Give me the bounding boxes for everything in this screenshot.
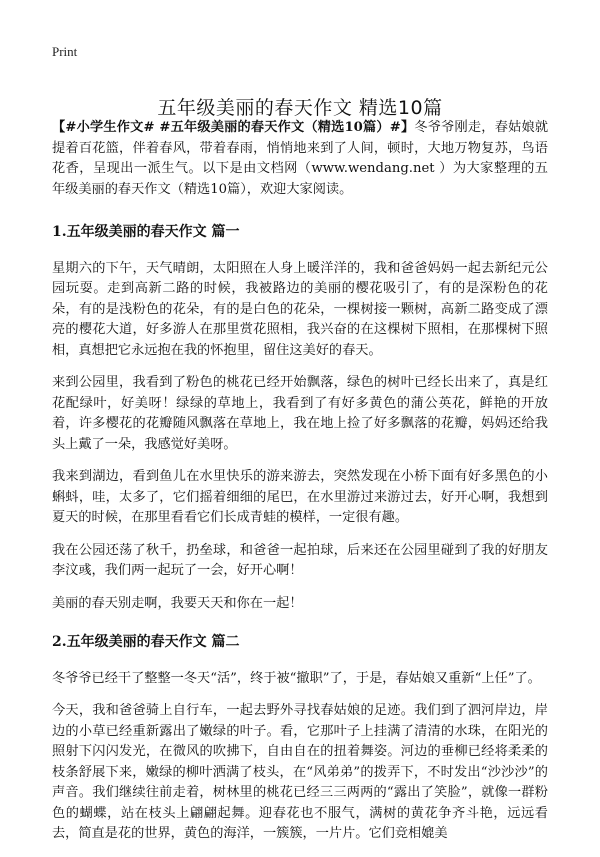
intro-text: 冬爷爷刚走，春姑娘就提着百花篮，伴着春风，带着春雨，悄悄地来到了人间，顿时，大地万物复苏，鸟语花香，呈现出一派生气。以下是由文档网（www.wendang.net ）为大家整理的五年级美丽的春天作文（精选10篇），欢迎大家阅读。 bbox=[52, 120, 549, 197]
section-heading-2: 2.五年级美丽的春天作文 篇二 bbox=[52, 634, 240, 650]
paragraph: 美丽的春天别走啊，我要天天和你在一起！ bbox=[52, 595, 303, 611]
intro-paragraph bbox=[52, 118, 548, 200]
print-link[interactable]: Print bbox=[52, 44, 78, 59]
paragraph: 我来到湖边，看到鱼儿在水里快乐的游来游去，突然发现在小桥下面有好多黑色的小蝌蚪，哇，太多了，它们摇着细细的尾巴，在水里游过来游过去，好开心啊，我想到夏天的时候，在那里看看它们长成青蛙的模样，一定很有趣。 bbox=[52, 469, 548, 525]
paragraph: 星期六的下午，天气晴朗，太阳照在人身上暖洋洋的，我和爸爸妈妈一起去新纪元公园玩耍。走到高新二路的时候，我被路边的美丽的樱花吸引了，有的是深粉色的花朵，有的是浅粉色的花朵，有的是白色的花朵，一棵树接一颗树，高新二路变成了漂亮的樱花大道，好多游人在那里赏花照相，我兴奋的在这棵树下照相，在那棵树下照相，真想把它永远抱在我的怀抱里，留住这美好的春天。 bbox=[52, 260, 548, 358]
paragraph: 今天，我和爸爸骑上自行车，一起去野外寻找春姑娘的足迹。我们到了泗河岸边，岸边的小草已经重新露出了嫩绿的叶子。看，它那叶子上挂满了清清的水珠，在阳光的照射下闪闪发光，在微风的吹拂下，自由自在的扭着舞姿。河边的垂柳已经将柔柔的枝条舒展下来，嫩绿的柳叶洒满了枝头，在“风弟弟”的拨弄下，不时发出“沙沙沙”的声音。我们继续往前走着，树林里的桃花已经三三两两的“露出了笑脸”，就像一群粉色的蝴蝶，站在枝头上翩翩起舞。迎春花也不服气，满树的黄花争齐斗艳，远远看去，简直是花的世界，黄色的海洋，一簇簇，一片片。它们竞相媲美 bbox=[52, 703, 548, 841]
paragraph: 冬爷爷已经干了整整一冬天“活”，终于被“撤职”了，于是，春姑娘又重新“上任”了。 bbox=[52, 670, 541, 686]
article-body bbox=[52, 118, 548, 857]
section-heading-1: 1.五年级美丽的春天作文 篇一 bbox=[52, 224, 240, 240]
intro-tagline: 【#小学生作文# #五年级美丽的春天作文（精选10篇）#】 bbox=[52, 120, 415, 135]
page-title: 五年级美丽的春天作文 精选10篇 bbox=[157, 96, 443, 119]
paragraph: 我在公园还荡了秋千，扔垒球，和爸爸一起拍球，后来还在公园里碰到了我的好朋友李汶彧，我们两一起玩了一会，好开心啊！ bbox=[52, 542, 548, 578]
paragraph: 来到公园里，我看到了粉色的桃花已经开始飘落，绿色的树叶已经长出来了，真是红花配绿叶，好美呀！绿绿的草地上，我看到了有好多黄色的蒲公英花，鲜艳的开放着，许多樱花的花瓣随风飘落在草地上，我在地上捡了好多飘落的花瓣，妈妈还给我头上戴了一朵，我感觉好美呀。 bbox=[52, 375, 548, 452]
